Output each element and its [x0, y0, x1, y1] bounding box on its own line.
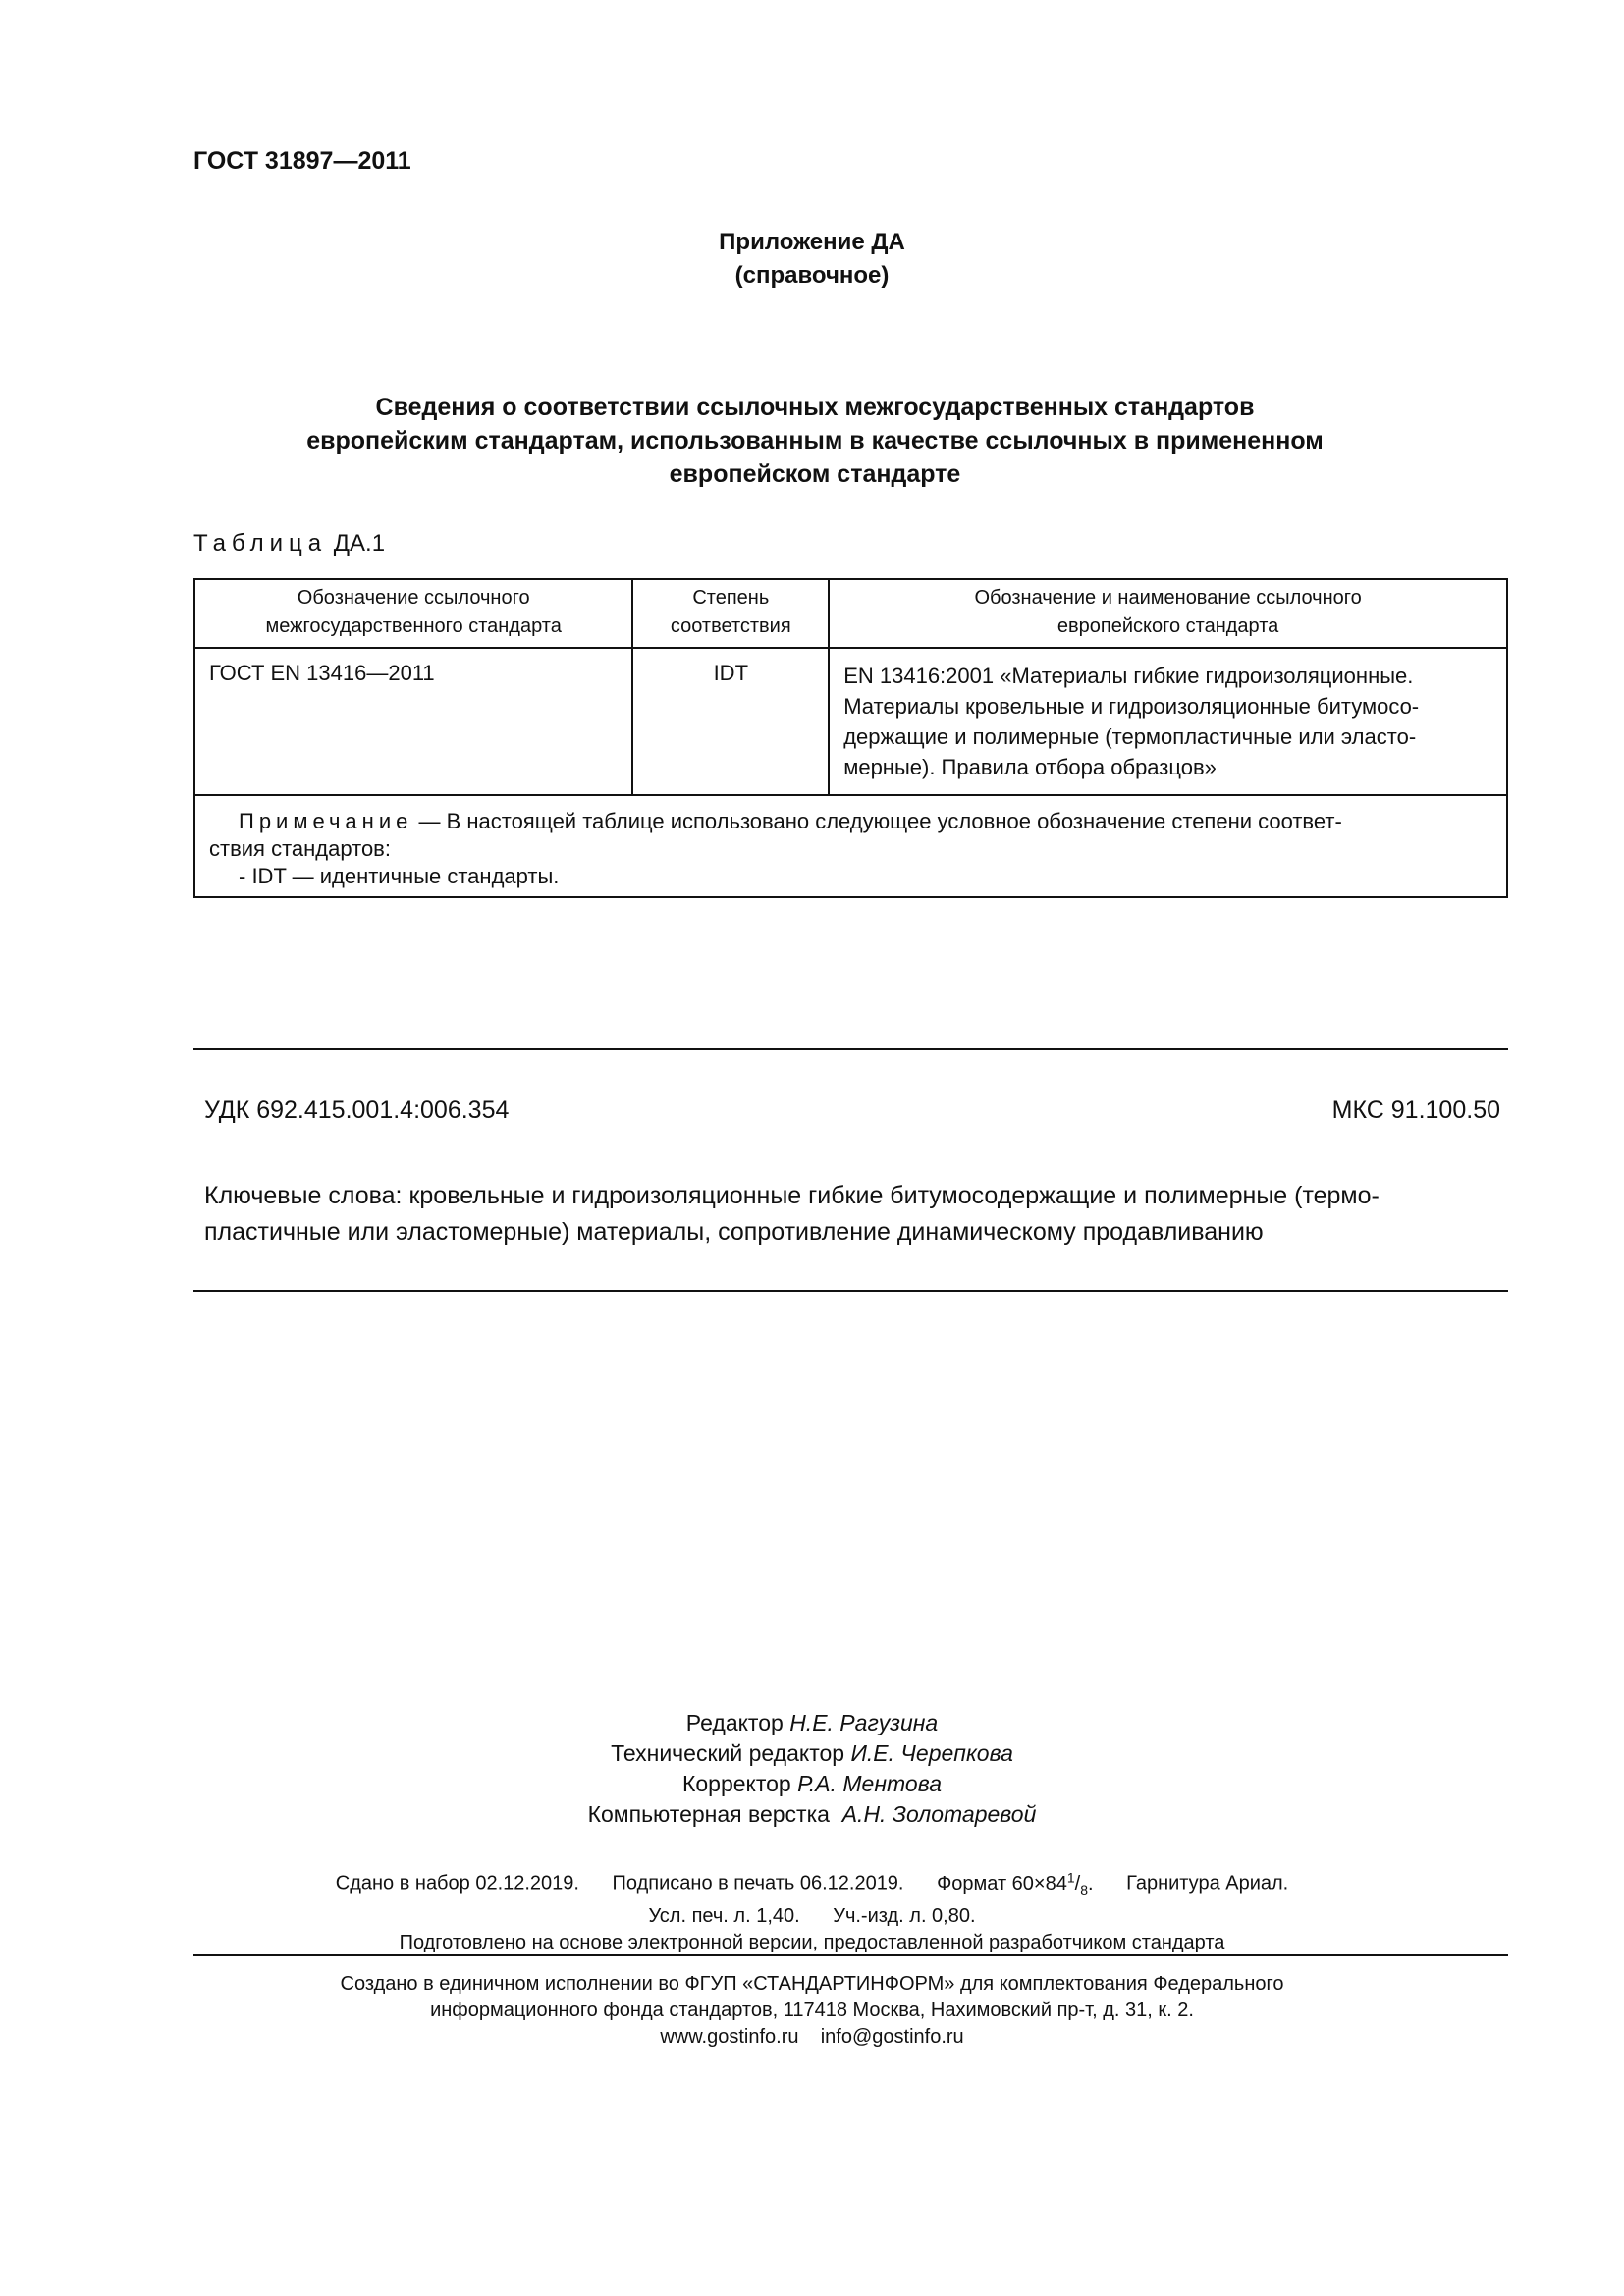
appendix-header [0, 226, 1624, 293]
column-header-interstate-standard: Обозначение ссылочного межгосударственного стандарта [194, 579, 632, 648]
note-label: Примечание [239, 809, 413, 833]
format: Формат $60\times 84^1/_8$. [937, 1869, 1094, 1897]
note-text: ствия стандартов: [209, 836, 391, 861]
cell-degree: IDT [632, 648, 829, 795]
table-note-row [194, 795, 1507, 897]
heading-line: Сведения о соответствии ссылочных межгосударственных стандартов [375, 394, 1255, 421]
appendix-subtitle: (справочное) [734, 262, 890, 289]
appendix-title: Приложение ДА [719, 229, 905, 255]
prepared-note: Подготовлено на основе электронной версии, предоставленной разработчиком стандарта [399, 1931, 1225, 1953]
submitted-date: Сдано в набор 02.12.2019. [335, 1872, 579, 1895]
heading-line: европейском стандарте [669, 460, 961, 488]
note-item: - IDT — идентичные стандарты. [239, 864, 560, 888]
publisher-footer: Создано в единичном исполнении во ФГУП «СТАНДАРТИНФОРМ» для комплектования Федерального информационного фонда стандартов, 117418 Москва, Нахимовский пр-т, д. 31, к. 2. www.gostinfo.ru info@gostinfo.ru [340, 1973, 1284, 2048]
credit-editor: Редактор Н.Е. Рагузина [685, 1710, 939, 1735]
cell-interstate-designation: ГОСТ EN 13416—2011 [194, 648, 632, 795]
keywords: Ключевые слова: кровельные и гидроизоляционные гибкие битумосодержащие и полимерные (термо- пластичные или эластомерные) материалы, сопротивление динамическому продавливанию [204, 1182, 1380, 1246]
email-link[interactable]: info@gostinfo.ru [820, 2026, 964, 2048]
table-header-row [194, 579, 1507, 648]
website-link[interactable]: www.gostinfo.ru [660, 2026, 799, 2048]
divider [193, 1048, 1508, 1050]
note-text: — В настоящей таблице использовано следующее условное обозначение степени соответ- [412, 809, 1342, 833]
mks-code: МКС 91.100.50 [1331, 1096, 1500, 1124]
table-note [194, 795, 1507, 897]
column-header-degree: Степень соответствия [632, 579, 829, 648]
reference-standards-table [193, 578, 1508, 898]
credit-tech-editor: Технический редактор И.Е. Черепкова [611, 1740, 1013, 1766]
publishing-sheets: Уч.-изд. л. 0,80. [833, 1904, 976, 1927]
divider [193, 1290, 1508, 1292]
column-header-european-standard: Обозначение и наименование ссылочного европейского стандарта [829, 579, 1507, 648]
section-heading [236, 391, 1394, 491]
credit-proofreader: Корректор Р.А. Ментова [681, 1771, 942, 1796]
signed-date: Подписано в печать 06.12.2019. [612, 1872, 904, 1895]
table-caption-id: ДА.1 [333, 530, 386, 557]
cell-european-standard: EN 13416:2001 «Материалы гибкие гидроизоляционные. Материалы кровельные и гидроизоляционные битумосо- держащие и полимерные (термопластичные или эласто- мерные). Правила отбора образцов» [829, 648, 1507, 795]
document-code: ГОСТ 31897—2011 [193, 147, 411, 175]
typeface: Гарнитура Ариал. [1126, 1872, 1289, 1895]
table-row [194, 648, 1507, 795]
credit-layout: Компьютерная верстка А.Н. Золотаревой [587, 1801, 1037, 1827]
credits [0, 1708, 1624, 1830]
divider [193, 1954, 1508, 1956]
table-caption-word: Таблица [193, 530, 328, 557]
print-sheets: Усл. печ. л. 1,40. [648, 1904, 800, 1927]
publication-info [0, 1864, 1624, 1956]
heading-line: европейским стандартам, использованным в качестве ссылочных в примененном [306, 427, 1324, 454]
udk-code: УДК 692.415.001.4:006.354 [204, 1096, 510, 1124]
table-caption [193, 530, 385, 558]
